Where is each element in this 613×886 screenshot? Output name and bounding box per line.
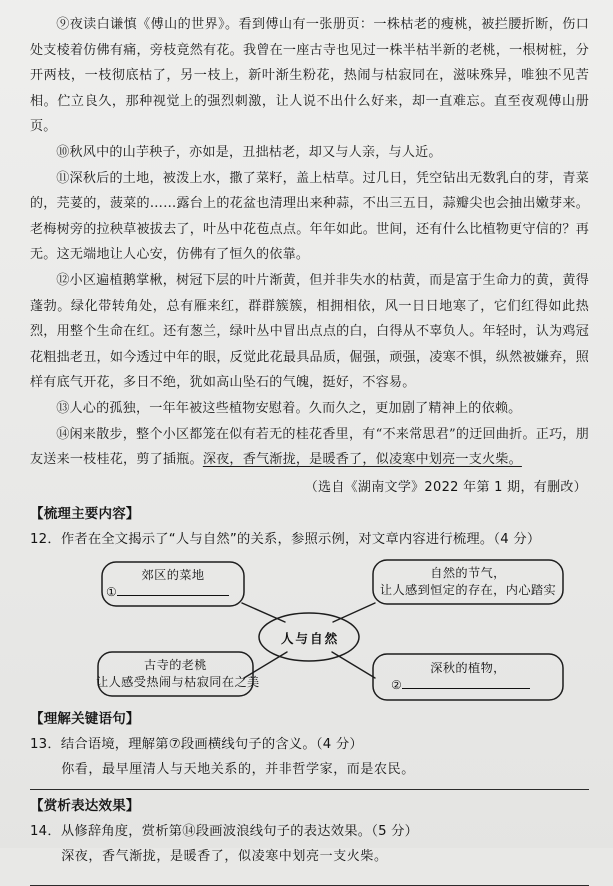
center-node-label: 人与自然 bbox=[280, 630, 340, 646]
paragraph-marker-12: ⑫ bbox=[56, 272, 70, 288]
question-13 bbox=[30, 732, 589, 757]
node-bottom-left-line1: 古寺的老桃 bbox=[144, 657, 207, 672]
node-box-top-right bbox=[373, 560, 563, 604]
paragraph-text-10: 秋风中的山芋秧子，亦如是，丑拙枯老，却又与人亲，与人近。 bbox=[69, 144, 442, 160]
connector-bottom-left bbox=[244, 652, 287, 678]
node-box-top-left bbox=[102, 562, 244, 606]
divider-rule-top bbox=[30, 789, 589, 790]
paragraph-marker-11: ⑪ bbox=[56, 170, 70, 186]
question-14-quote: 深夜，香气渐拢，是暖香了，似凌寒中划亮一支火柴。 bbox=[61, 848, 388, 864]
node-top-right-line1: 自然的节气， bbox=[430, 565, 506, 580]
question-13-number: 13 bbox=[30, 736, 48, 752]
connector-top-left bbox=[242, 603, 285, 622]
section-heading-appreciation: 【赏析表达效果】 bbox=[30, 797, 140, 814]
passage-paragraph-12 bbox=[30, 268, 589, 396]
node-bottom-right-blank-marker: ② bbox=[391, 677, 403, 692]
underlined-sentence-14: 深夜，香气渐拢，是暖香了，似凌寒中划亮一支火柴。 bbox=[202, 452, 522, 468]
node-bottom-right-line1: 深秋的植物， bbox=[430, 660, 506, 675]
paragraph-marker-13: ⑬ bbox=[56, 400, 70, 416]
paragraph-text-12: 小区遍植鹅掌楸，树冠下层的叶片渐黄，但并非失水的枯黄，而是富于生命力的黄，黄得蓬勃。绿化带转角处，总有雁来红，群群簇簇，相拥相依，风一日日地寒了，它们红得如此热烈，用整个生命在红。还有葱兰，绿叶丛中冒出点点的白，白得从不辜负人。年轻时，认为鸡冠花粗拙老丑，如今透过中年的眼，反觉此花最具品质，倔强，顽强，凌寒不惧，纵然被嫌弃，照样有底气开花，多日不绝，犹如高山坠石的气魄，挺好，不容易。 bbox=[30, 272, 589, 391]
node-top-left-blank-marker: ① bbox=[106, 584, 118, 599]
question-14-text: ．从修辞角度，赏析第⑭段画波浪线句子的表达效果。（5 分） bbox=[47, 823, 419, 839]
question-12 bbox=[30, 527, 589, 552]
section-heading-key-sentence: 【理解关键语句】 bbox=[30, 710, 140, 727]
paragraph-text-13: 人心的孤独，一年年被这些植物安慰着。久而久之，更加剧了精神上的依赖。 bbox=[69, 400, 522, 416]
node-box-bottom-right bbox=[373, 654, 563, 700]
question-14-number: 14 bbox=[30, 823, 48, 839]
passage-paragraph-11 bbox=[30, 166, 589, 268]
paragraph-text-9: 夜读白谦慎《傅山的世界》。看到傅山有一张册页：一株枯老的瘦桃，被拦腰折断，伤口处支棱着仿佛有痛，旁枝竟然有花。我曾在一座古寺也见过一株半枯半新的老桃，一根树桩，分开两枝，一枝彻底枯了，另一枝上，新叶渐生粉花，热闹与枯寂同在，滋味殊异，唯独不见苦相。伫立良久，那种视觉上的强烈刺激，让人说不出什么好来，却一直难忘。直至夜观傅山册页。 bbox=[30, 17, 590, 135]
passage-paragraph-9 bbox=[30, 12, 589, 140]
paragraph-text-14: 闲来散步，整个小区都笼在似有若无的桂花香里，有“不来常思君”的迂回曲折。正巧，朋友送来一枝桂花，剪了插瓶。 bbox=[30, 426, 589, 468]
question-12-number: 12 bbox=[30, 531, 48, 547]
connector-top-right bbox=[333, 603, 375, 622]
node-bottom-left-line2: 让人感受热闹与枯寂同在之美 bbox=[96, 674, 260, 689]
passage-paragraph-14 bbox=[30, 422, 589, 473]
reading-passage bbox=[30, 12, 589, 473]
node-top-right-line2: 让人感到恒定的存在，内心踏实 bbox=[379, 582, 557, 597]
paragraph-text-11: 深秋后的土地，被泼上水，撒了菜籽，盖上枯草。过几日，凭空钻出无数乳白的芽，青菜的，芫荽的，菠菜的……露台上的花盆也清理出来种蒜，不出三五日，蒜瓣尖也会抽出嫩芽来。老梅树旁的拉秧草被拔去了，叶丛中花苞点点。年年如此。世间，还有什么比植物更守信的？再无。这无端地让人心安，仿佛有了恒久的依靠。 bbox=[30, 170, 589, 263]
question-12-text: ．作者在全文揭示了“人与自然”的关系，参照示例，对文章内容进行梳理。（4 分） bbox=[47, 531, 541, 547]
question-13-quote: 你看，最早厘清人与天地关系的，并非哲学家，而是农民。 bbox=[61, 761, 415, 777]
source-citation: （选自《湖南文学》2022 年第 1 期，有删改） bbox=[304, 479, 587, 495]
question-14 bbox=[30, 819, 589, 844]
node-top-left-line1: 郊区的菜地 bbox=[141, 567, 205, 582]
question-13-text: ．结合语境，理解第⑦段画横线句子的含义。（4 分） bbox=[47, 736, 363, 752]
node-box-bottom-left bbox=[96, 652, 260, 696]
section-heading-outline: 【梳理主要内容】 bbox=[30, 505, 140, 522]
paragraph-marker-9: ⑨ bbox=[56, 17, 70, 32]
passage-paragraph-10 bbox=[30, 140, 589, 166]
passage-paragraph-13 bbox=[30, 396, 589, 422]
paragraph-marker-14: ⑭ bbox=[56, 426, 70, 442]
paragraph-marker-10: ⑩ bbox=[56, 144, 70, 160]
mind-map-diagram bbox=[30, 556, 590, 704]
